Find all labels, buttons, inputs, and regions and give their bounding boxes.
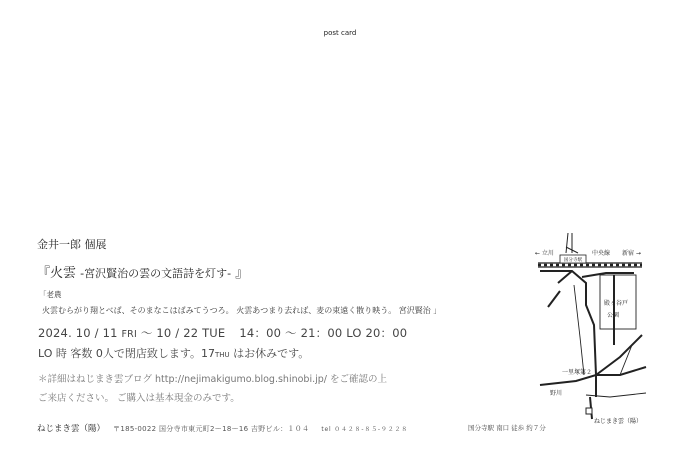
chuo-line-rail <box>538 263 642 267</box>
postcard-label: post card <box>323 29 357 37</box>
date-start-day: FRI <box>121 329 137 340</box>
map-chuo-line: 中央線 <box>592 250 611 257</box>
closing-note-b: はお休みです。 <box>229 347 310 360</box>
shop-tel: tel ０４２８-８５-９２２８ <box>321 426 409 433</box>
closing-note-a: LO 時 客数 0人で閉店致します。17 <box>38 347 215 360</box>
blog-note: ＊詳細はねじまき雲ブログ http://nejimakigumo.blog.shinobi.jp/ をご確認の上 <box>38 374 388 385</box>
title-open: 『火雲 <box>37 266 81 281</box>
exhibition-title <box>37 262 248 281</box>
walking-directions: 国分寺駅 南口 徒歩 約７分 <box>468 424 546 432</box>
park-label-line2: 公園 <box>607 312 620 319</box>
footer-info <box>37 422 408 434</box>
map-shop-label: ねじまき雲（陽） <box>594 418 643 425</box>
poem-text: 火雲むらがり翔とべば、そのまなこはばみてうつろ。 火雲あつまり去れば、麦の束遠く散り映う。 宮沢賢治 」 <box>42 306 442 315</box>
map-to-tachikawa: ← 立川 <box>535 250 554 257</box>
map-to-shinjuku: 新宿 → <box>622 250 641 257</box>
poem-heading: 「老農 <box>39 290 62 299</box>
date-start: 2024. 10 / 11 <box>38 326 122 340</box>
map-street-label: 一里塚第２ <box>562 369 593 376</box>
park-label-line1: 殿ヶ谷戸 <box>604 300 629 307</box>
date-end: ～ 10 / 22 TUE <box>136 326 226 340</box>
closing-note-day: THU <box>215 351 230 359</box>
payment-note: ご来店ください。 ご購入は基本現金のみです。 <box>38 393 240 404</box>
shop-location-icon <box>586 408 592 414</box>
station-label: 国分寺駅 <box>563 258 583 263</box>
exhibition-dates <box>38 325 407 341</box>
title-subtitle: -宮沢賢治の雲の文語詩を灯す- <box>80 267 232 280</box>
closing-note <box>38 345 309 361</box>
artist-name: 金井一郎 個展 <box>37 238 107 251</box>
access-map <box>530 225 650 425</box>
shop-address: 〒185-0022 国分寺市東元町2ー18ー16 吉野ビル：１０４ <box>113 425 310 433</box>
map-river-label: 野川 <box>550 390 563 397</box>
opening-hours: 14：00 ～ 21：00 LO 20：00 <box>239 326 408 340</box>
shop-name: ねじまき雲（陽） <box>37 424 106 434</box>
title-close: 』 <box>231 266 249 281</box>
station-marker-icon <box>566 233 578 253</box>
